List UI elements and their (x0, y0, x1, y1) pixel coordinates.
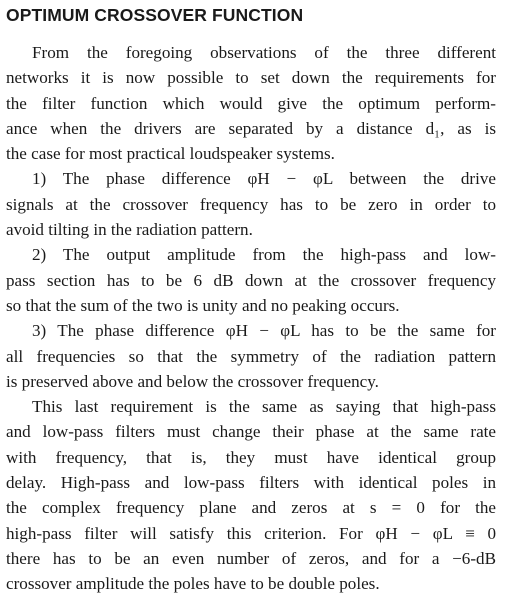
paragraph-requirement-1 (6, 166, 496, 242)
paragraph-group-delay (6, 394, 496, 596)
text-line: and low-pass filters must change their phase at the same rate (6, 422, 496, 442)
document-page (6, 4, 496, 597)
text-line: with frequency, that is, they must have identical group (6, 447, 496, 467)
text-line: 2) The output amplitude from the high-pass and low- (32, 245, 496, 265)
text-line: pass section has to be 6 dB down at the crossover frequency (6, 270, 496, 290)
text-line: delay. High-pass and low-pass filters with identical poles in (6, 473, 496, 493)
paragraph-intro (6, 40, 496, 166)
text-line: ance when the drivers are separated by a distance d₁, as is (6, 118, 496, 138)
text-line: there has to be an even number of zeros, and for a −6-dB (6, 548, 496, 568)
text-line: the case for most practical loudspeaker systems. (6, 144, 335, 164)
text-line: networks it is now possible to set down the requirements for (6, 68, 496, 88)
text-line: crossover amplitude the poles have to be double poles. (6, 574, 380, 594)
text-line: high-pass filter will satisfy this criterion. For φH − φL ≡ 0 (6, 523, 496, 543)
text-line: 3) The phase difference φH − φL has to be the same for (32, 321, 496, 341)
text-line: is preserved above and below the crossover frequency. (6, 371, 379, 391)
text-line: the complex frequency plane and zeros at s = 0 for the (6, 498, 496, 518)
text-line: From the foregoing observations of the three different (32, 43, 496, 62)
text-line: avoid tilting in the radiation pattern. (6, 220, 253, 240)
text-line: signals at the crossover frequency has to be zero in order to (6, 194, 496, 214)
section-heading: OPTIMUM CROSSOVER FUNCTION (6, 5, 304, 25)
text-line: the filter function which would give the optimum perform- (6, 93, 496, 113)
text-line: so that the sum of the two is unity and no peaking occurs. (6, 295, 400, 315)
paragraph-requirement-2 (6, 242, 496, 318)
text-line: This last requirement is the same as saying that high-pass (32, 397, 496, 417)
text-line: all frequencies so that the symmetry of the radiation pattern (6, 346, 496, 366)
paragraph-requirement-3 (6, 318, 496, 394)
text-line: 1) The phase difference φH − φL between the drive (32, 169, 496, 189)
